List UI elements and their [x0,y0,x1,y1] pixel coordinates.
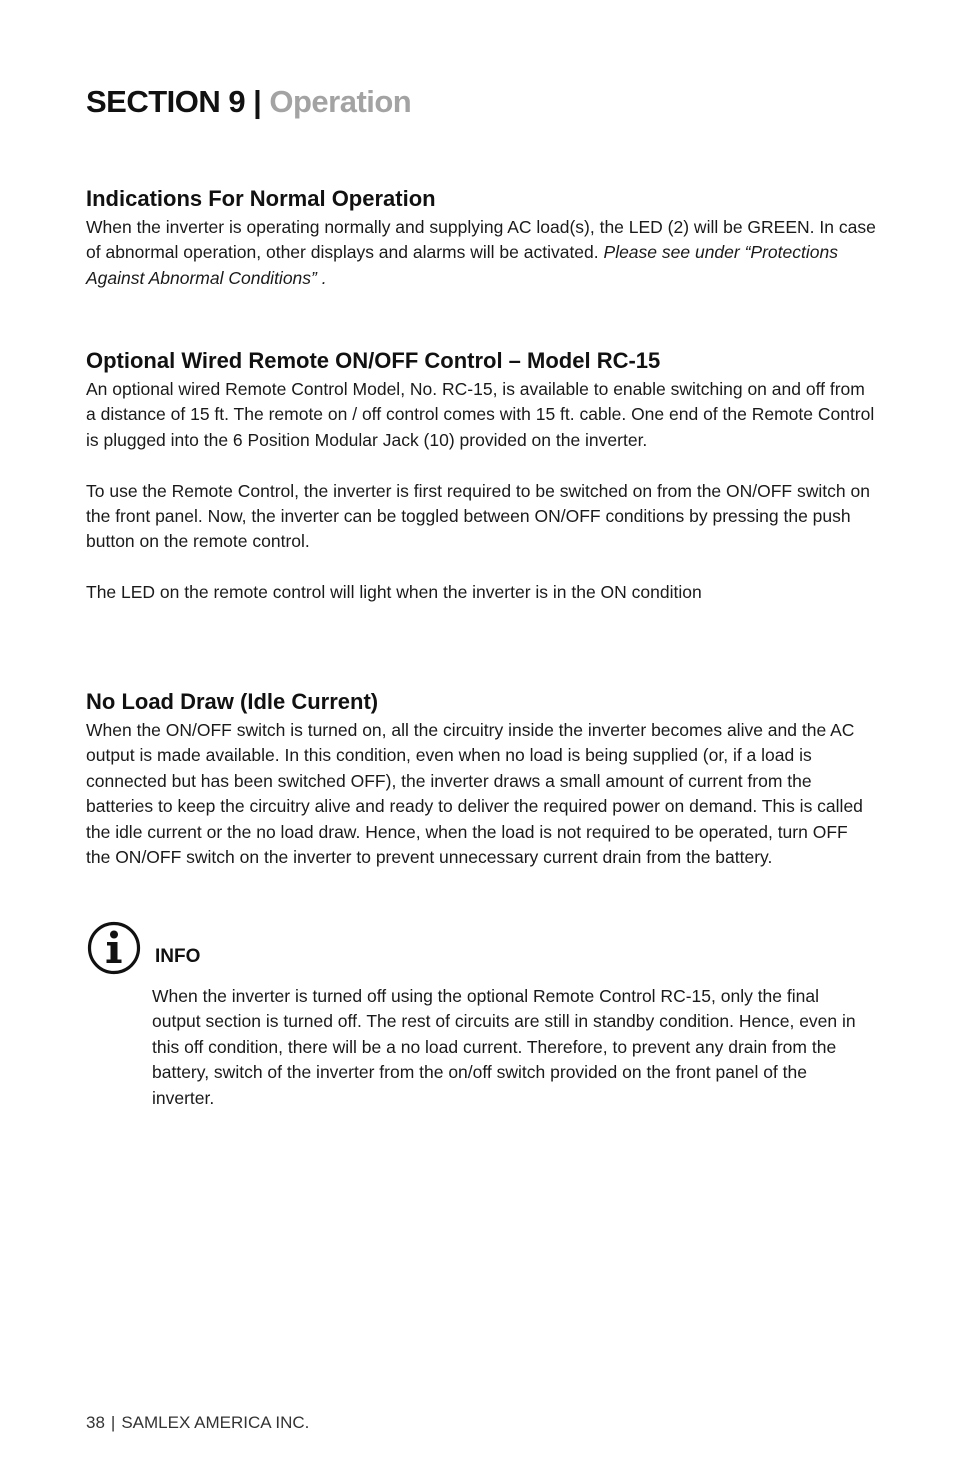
section-remote-control [86,347,876,606]
section-heading: Indications For Normal Operation [86,186,436,211]
info-label: INFO [155,946,201,967]
section-heading: No Load Draw (Idle Current) [86,689,379,714]
section-title: Operation [269,84,412,119]
section-paragraph: The LED on the remote control will light when the inverter is in the ON condition [86,582,702,603]
page-title [86,84,411,120]
section-normal-operation [86,185,876,291]
italic-note: Please see under “Protections Against Abnormal Conditions” . [86,242,838,288]
section-paragraph: When the ON/OFF switch is turned on, all the circuitry inside the inverter becomes alive and the AC output is made available. In this condition, even when no load is being supplied (or, if a load is connected but has been switched OFF), the inverter draws a small amount of current from the batteries to keep the circuitry alive and ready to deliver the required power on demand. This is called the idle current or the no load draw. Hence, when the load is not required to be operated, turn OFF the ON/OFF switch on the inverter to prevent unnecessary current drain from the battery. [86,720,863,868]
section-paragraph [86,215,876,291]
info-text: When the inverter is turned off using the optional Remote Control RC-15, only the final output section is turned off. The rest of circuits are still in standby condition. Hence, even in this off condition, there will be a no load current. Therefore, to prevent any drain from the battery, switch of the inverter from the on/off switch provided on the front panel of the inverter. [152,986,856,1108]
section-paragraph: To use the Remote Control, the inverter is first required to be switched on from the ON/OFF switch on the front panel. Now, the inverter can be toggled between ON/OFF conditions by pressing the push button on the remote control. [86,480,870,552]
page-footer [86,1413,309,1433]
section-heading: Optional Wired Remote ON/OFF Control – Model RC-15 [86,348,661,373]
paragraph-text: When the inverter is operating normally and supplying AC load(s), the LED (2) will be GREEN. In case of abnormal operation, other displays and alarms will be activated. [86,217,876,263]
company-name: SAMLEX AMERICA INC. [121,1413,310,1432]
section-paragraph: An optional wired Remote Control Model, No. RC-15, is available to enable switching on and off from a distance of 15 ft. The remote on / off control comes with 15 ft. cable. One end of the Remote Control is plugged into the 6 Position Modular Jack (10) provided on the inverter. [86,379,875,450]
page-number: 38 [86,1413,105,1432]
footer-separator: | [110,1413,116,1432]
title-separator: | [253,84,262,119]
info-icon [87,921,141,975]
section-idle-current [86,688,876,870]
section-label: SECTION 9 [86,84,246,119]
